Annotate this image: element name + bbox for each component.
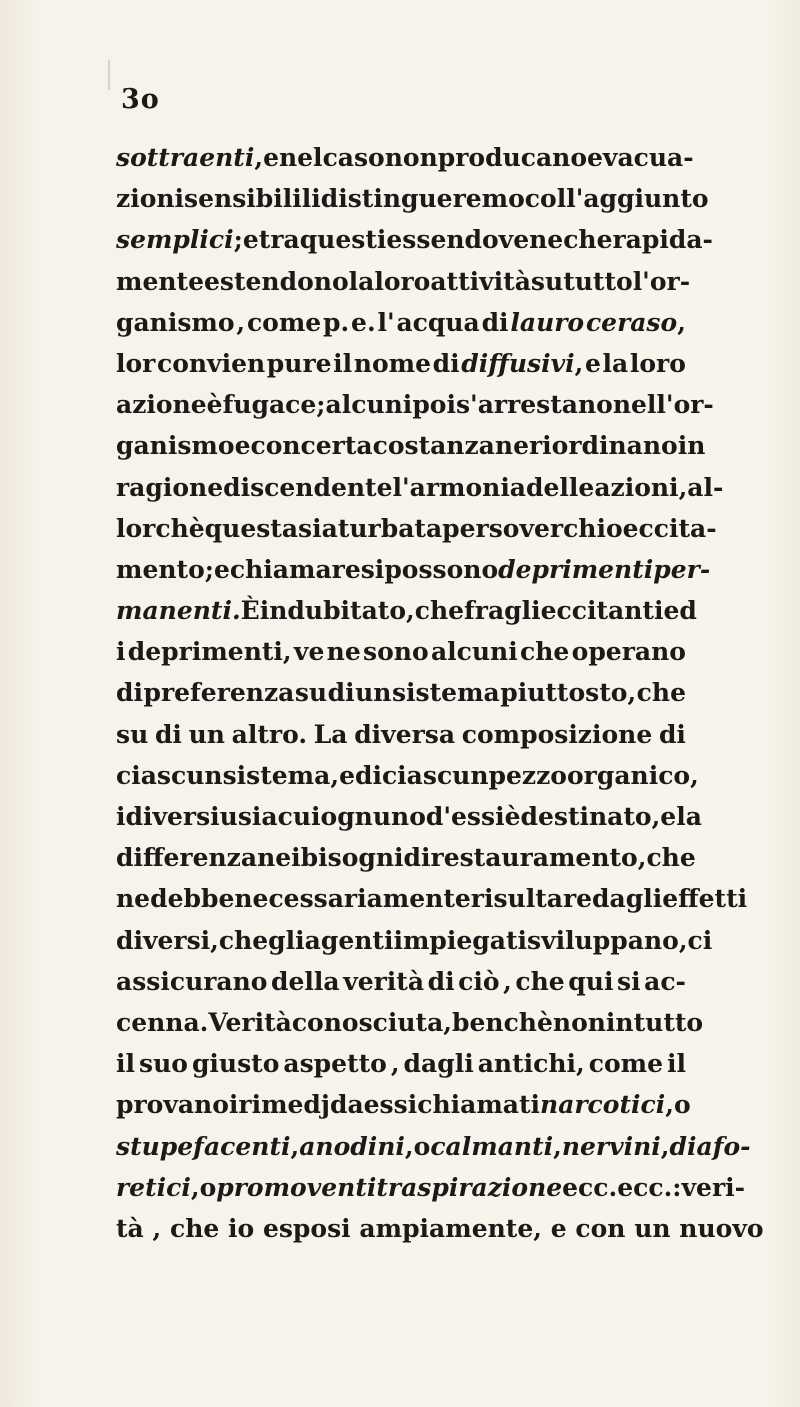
word: conosciuta [291, 1007, 444, 1037]
word: di [403, 843, 431, 873]
word: si [360, 554, 385, 584]
word: azione [116, 390, 207, 420]
word: debbe [150, 884, 235, 914]
word: di [154, 719, 182, 749]
word: distingueremo [320, 184, 525, 214]
word: che [520, 637, 570, 667]
word: poi [412, 390, 456, 420]
text-line [116, 672, 686, 713]
word: per- [653, 554, 711, 584]
word: tutto [633, 1007, 704, 1037]
text-line [116, 755, 699, 796]
word: al- [687, 472, 724, 502]
word: di [427, 966, 455, 996]
word: che [563, 225, 613, 255]
word: costanza [372, 431, 495, 461]
word: nei [257, 843, 301, 873]
word: nervini, [561, 1131, 670, 1161]
word: nell' [612, 390, 674, 420]
text-line [116, 302, 686, 343]
word: mente [116, 266, 204, 296]
word: su [530, 266, 564, 296]
text-line [116, 878, 748, 919]
word: che [414, 596, 465, 626]
word: come [246, 307, 322, 337]
word: estendono [204, 266, 349, 296]
text-line [116, 219, 713, 260]
word: evacua- [587, 143, 694, 172]
word: p. [323, 307, 350, 337]
word: e [660, 802, 677, 831]
word: suo [139, 1049, 188, 1079]
word: ganismo [116, 431, 235, 461]
word: arrestano [477, 390, 613, 420]
word: destinato, [520, 802, 661, 831]
word: di [354, 760, 382, 790]
word: provano [116, 1090, 229, 1120]
word: essi [363, 1090, 418, 1120]
word: un [634, 1213, 671, 1243]
word: deprimenti [498, 554, 654, 584]
word: l' [632, 266, 650, 296]
word: traspirazione [376, 1172, 563, 1202]
word: che [515, 966, 565, 996]
word: ne [494, 431, 529, 461]
word: lorchè [116, 513, 205, 543]
word: di [327, 678, 355, 708]
word: , [690, 760, 699, 790]
word: certa [300, 431, 373, 461]
word: diversi [125, 802, 220, 831]
text-line [116, 714, 686, 755]
text-line [116, 137, 694, 178]
word: ceraso, [585, 307, 686, 337]
word: e [263, 143, 279, 172]
word: retici, [116, 1172, 200, 1202]
word: loro [374, 266, 431, 296]
word: con [575, 1213, 626, 1243]
word: e [550, 1213, 567, 1243]
word: riordinano [528, 431, 678, 461]
word: un [355, 678, 392, 708]
text-line [116, 1208, 764, 1249]
word: tutto [563, 266, 633, 296]
word: ognuno [320, 802, 426, 831]
word: a [261, 802, 278, 831]
word: e [234, 431, 251, 461]
word: s' [455, 390, 478, 420]
text-line [116, 1002, 704, 1043]
word: piuttosto, [500, 678, 637, 708]
word: benchè [452, 1007, 553, 1037]
word: sensibili [184, 184, 302, 214]
text-line [116, 1043, 686, 1084]
word: li [301, 184, 321, 214]
word: su [294, 678, 328, 708]
word: bisogni [300, 843, 404, 873]
word: sottraenti, [116, 143, 264, 172]
word: loro [629, 348, 686, 378]
word: , [390, 1049, 400, 1079]
word: sono [363, 637, 429, 667]
word: fugace; [222, 390, 326, 420]
word: con [250, 431, 301, 461]
word: da [329, 1090, 364, 1120]
word: su [116, 719, 149, 749]
word: e [214, 554, 230, 584]
word: acqua [396, 307, 480, 337]
word: di [481, 307, 509, 337]
word: or- [649, 266, 691, 296]
word: ecc.: [617, 1172, 682, 1202]
word: che [646, 843, 696, 873]
word: fra [464, 596, 505, 626]
word: producano [437, 143, 588, 172]
word: manenti. [116, 596, 241, 626]
word: sviluppano, [527, 925, 688, 955]
word: di [432, 348, 460, 378]
word: , [330, 760, 340, 790]
text-line [116, 1084, 691, 1125]
word: diversa [354, 719, 456, 749]
word: operano [571, 637, 686, 667]
word: impiegati [393, 925, 528, 955]
word: nuovo [679, 1213, 764, 1243]
word: di [658, 719, 686, 749]
word: ve [293, 637, 325, 667]
word: ciò [458, 966, 500, 996]
word: cenna. [116, 1007, 209, 1037]
word: veri- [681, 1172, 745, 1202]
word: l' [392, 472, 410, 502]
word: che [636, 678, 686, 708]
word: o [673, 1090, 691, 1120]
word: nome [353, 348, 431, 378]
word: diversi, [116, 925, 219, 955]
word: e. [351, 307, 376, 337]
word: la [602, 348, 629, 378]
word: la [348, 266, 375, 296]
word: chiamati [417, 1090, 541, 1120]
word: ne [116, 884, 151, 914]
word: e [585, 348, 601, 378]
text-line [116, 837, 696, 878]
word: della [271, 966, 340, 996]
text-line [116, 178, 709, 219]
word: ed [663, 596, 697, 626]
word: caso [322, 143, 385, 172]
word: necessariamente [234, 884, 471, 914]
word: sistema [222, 760, 331, 790]
word: aspetto [283, 1049, 387, 1079]
word: i [116, 802, 126, 831]
word: mento; [116, 554, 214, 584]
word: aggiunto [583, 184, 709, 214]
word: composizione [461, 719, 653, 749]
text-line [116, 343, 686, 384]
word: calmanti, [430, 1131, 562, 1161]
word: delle [526, 472, 595, 502]
text-line [116, 549, 711, 590]
word: dagli [592, 884, 663, 914]
word: questa [204, 513, 299, 543]
word: narcotici, [540, 1090, 674, 1120]
word: e [339, 760, 355, 790]
word: cui [277, 802, 321, 831]
word: rapida- [612, 225, 713, 255]
word: deprimenti, [127, 637, 292, 667]
word: usi [219, 802, 262, 831]
word: soverchio [488, 513, 623, 543]
word: promoventi [216, 1172, 377, 1202]
paper-crease [108, 60, 110, 90]
word: effetti [662, 884, 748, 914]
word: questi [299, 225, 387, 255]
text-line [116, 631, 686, 672]
word: possono [384, 554, 499, 584]
text-line [116, 261, 691, 302]
text-line [116, 384, 714, 425]
word: il [667, 1049, 686, 1079]
word: per [442, 513, 489, 543]
word: ciascun [116, 760, 223, 790]
word: sia [298, 513, 338, 543]
word: risultare [470, 884, 593, 914]
word: alcuni [325, 390, 413, 420]
text-line [116, 796, 702, 837]
word: eccitanti [540, 596, 664, 626]
word: attività [430, 266, 531, 296]
word: io [228, 1213, 255, 1243]
word: convien [156, 348, 266, 378]
word: è [206, 390, 223, 420]
word: agenti [304, 925, 394, 955]
word: azioni [594, 472, 679, 502]
word: i [116, 637, 126, 667]
word: diafo- [669, 1131, 751, 1161]
word: il [333, 348, 353, 378]
text-line [116, 508, 717, 549]
word: , [503, 966, 512, 996]
word: differenza [116, 843, 258, 873]
word: è [504, 802, 521, 831]
word: dagli [403, 1049, 474, 1079]
word: or- [673, 390, 714, 420]
word: il [116, 1049, 135, 1079]
word: indubitato, [259, 596, 415, 626]
word: , [443, 1007, 453, 1037]
word: giusto [191, 1049, 280, 1079]
word: armonia [409, 472, 527, 502]
word: verità [343, 966, 425, 996]
text-line [116, 425, 706, 466]
word: ci [687, 925, 713, 955]
text-line [116, 467, 724, 508]
text-line [116, 961, 686, 1002]
word: essi [451, 802, 505, 831]
word: La [313, 719, 348, 749]
word: l' [377, 307, 395, 337]
word: antichi, [477, 1049, 585, 1079]
word: coll' [524, 184, 584, 214]
word: ampiamente, [359, 1213, 542, 1243]
word: assicurano [116, 966, 268, 996]
word: chiamare [229, 554, 361, 584]
word: di [116, 678, 143, 708]
body-text [116, 137, 764, 1249]
word: , [678, 472, 688, 502]
word: turbata [337, 513, 443, 543]
word: la [676, 802, 702, 831]
word: ragione [116, 472, 224, 502]
word: , [236, 307, 246, 337]
word: È [240, 596, 260, 626]
text-line [116, 1167, 745, 1208]
text-line [116, 1126, 751, 1167]
word: qui [568, 966, 614, 996]
word: gli [268, 925, 305, 955]
text-line [116, 590, 697, 631]
word: preferenza [143, 678, 295, 708]
word: nel [278, 143, 323, 172]
word: lauro [510, 307, 585, 337]
word: ne [326, 637, 361, 667]
word: che [218, 925, 269, 955]
word: zioni [116, 184, 185, 214]
word: non [552, 1007, 606, 1037]
word: essendovene [386, 225, 564, 255]
word: organico [567, 760, 691, 790]
word: , [152, 1213, 162, 1243]
word: i [228, 1090, 239, 1120]
word: semplici; [116, 225, 243, 255]
word: stupefacenti, [116, 1131, 300, 1161]
word: sistema [391, 678, 500, 708]
word: Verità [208, 1007, 292, 1037]
word: gli [504, 596, 541, 626]
word: discendente [223, 472, 393, 502]
word: ciascun [381, 760, 489, 790]
word: o [199, 1172, 217, 1202]
word: lor [116, 348, 156, 378]
word: in [605, 1007, 634, 1037]
word: un [188, 719, 225, 749]
word: e [242, 225, 259, 255]
text-line [116, 920, 713, 961]
word: ecc. [562, 1172, 618, 1202]
word: eccita- [622, 513, 717, 543]
word: ac- [644, 966, 686, 996]
page-number: 3o [121, 84, 160, 115]
word: alcuni [430, 637, 518, 667]
word: o [413, 1131, 431, 1161]
word: rimedj [238, 1090, 330, 1120]
word: altro. [231, 719, 308, 749]
word: in [677, 431, 706, 461]
word: tà [116, 1213, 144, 1243]
word: restauramento, [430, 843, 647, 873]
word: tra [258, 225, 300, 255]
word: non [384, 143, 438, 172]
word: diffusivi, [461, 348, 584, 378]
word: pure [266, 348, 332, 378]
word: anodini, [299, 1131, 414, 1161]
word: si [617, 966, 641, 996]
word: che [169, 1213, 220, 1243]
word: d' [425, 802, 452, 831]
word: come [588, 1049, 663, 1079]
word: pezzo [488, 760, 567, 790]
word: esposi [262, 1213, 351, 1243]
word: ganismo [116, 307, 235, 337]
